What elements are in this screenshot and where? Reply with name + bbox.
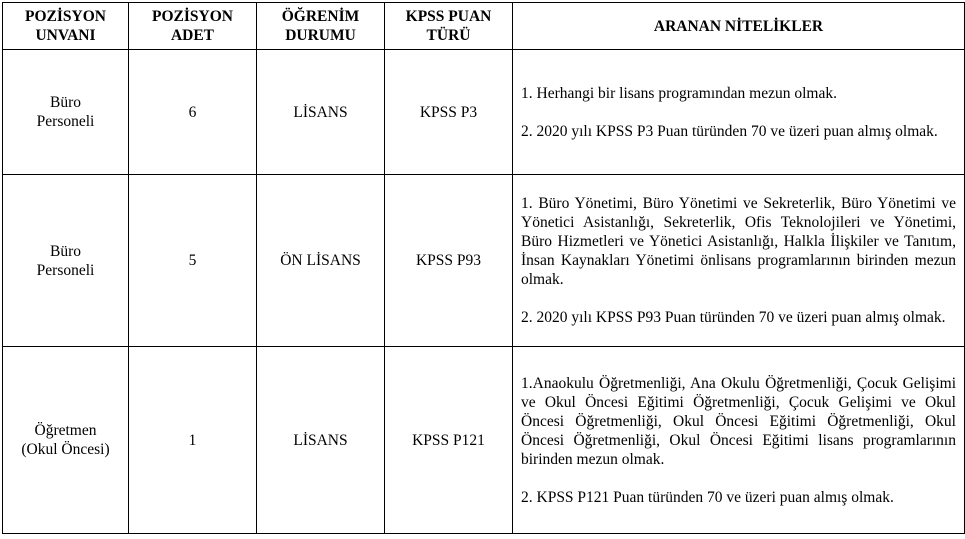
- cell-qualifications: [513, 50, 965, 175]
- qualification-item: 1. Büro Yönetimi, Büro Yönetimi ve Sekreterlik, Büro Yönetimi ve Yönetici Asistanlığı, Sekreterlik, Ofis Teknolojileri ve Yönetimi, Büro Hizmetleri ve Yönetici Asistanlığı, Halkla İlişkiler ve Tanıtım, İnsan Kaynakları Yönetimi önlisans programlarının birinden mezun olmak.: [521, 195, 956, 288]
- qualification-item: 1.Anaokulu Öğretmenliği, Ana Okulu Öğretmenliği, Çocuk Gelişimi ve Okul Öncesi Eğitimi Öğretmenliği, Çocuk Gelişimi ve Okul Öncesi Öğretmenliği, Okul Öncesi Eğitimi Öğretmenliği, Okul Öncesi Öğretmenliği, Okul Öncesi Eğitimi lisans programlarının birinden mezun olmak.: [521, 374, 956, 468]
- qualification-item: 2. 2020 yılı KPSS P3 Puan türünden 70 ve üzeri puan almış olmak.: [521, 122, 938, 140]
- header-position-count: POZİSYON ADET: [129, 3, 257, 50]
- table-header-row: [3, 3, 965, 50]
- cell-education: ÖN LİSANS: [257, 175, 385, 347]
- cell-position-title: Büro Personeli: [3, 50, 129, 175]
- cell-position-title: Öğretmen (Okul Öncesi): [3, 347, 129, 534]
- table-row: [3, 175, 965, 347]
- table-row: [3, 347, 965, 534]
- cell-education: LİSANS: [257, 50, 385, 175]
- cell-kpss-type: KPSS P121: [385, 347, 513, 534]
- header-education: ÖĞRENİM DURUMU: [257, 3, 385, 50]
- cell-education: LİSANS: [257, 347, 385, 534]
- cell-position-count: 1: [129, 347, 257, 534]
- header-qualifications: ARANAN NİTELİKLER: [513, 3, 965, 50]
- table-row: [3, 50, 965, 175]
- qualification-item: 2. 2020 yılı KPSS P93 Puan türünden 70 ve üzeri puan almış olmak.: [521, 309, 946, 326]
- qualification-item: 1. Herhangi bir lisans programından mezun olmak.: [521, 84, 837, 102]
- document-page: [2, 2, 965, 534]
- cell-position-count: 5: [129, 175, 257, 347]
- cell-kpss-type: KPSS P3: [385, 50, 513, 175]
- cell-qualifications: [513, 175, 965, 347]
- cell-kpss-type: KPSS P93: [385, 175, 513, 347]
- qualification-item: 2. KPSS P121 Puan türünden 70 ve üzeri puan almış olmak.: [521, 488, 894, 506]
- cell-qualifications: [513, 347, 965, 534]
- cell-position-count: 6: [129, 50, 257, 175]
- positions-table: [2, 2, 965, 534]
- header-kpss-type: KPSS PUAN TÜRÜ: [385, 3, 513, 50]
- cell-position-title: Büro Personeli: [3, 175, 129, 347]
- header-position-title: POZİSYON UNVANI: [3, 3, 129, 50]
